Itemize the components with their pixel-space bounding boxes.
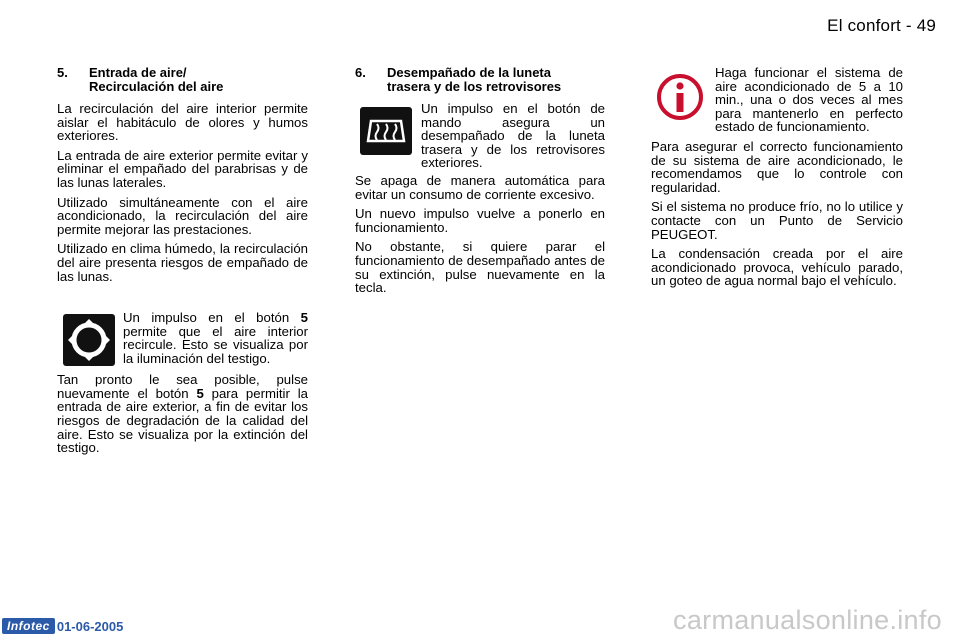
infotec-logo: Infotec [2,618,55,634]
recirculation-note [57,311,308,369]
paragraph: La condensación creada por el aire acondicionado provoca, vehículo parado, un goteo de agua normal bajo el vehículo. [651,246,903,289]
watermark: carmanualsonline.info [673,605,942,635]
section-6-heading [355,66,605,94]
rear-defrost-icon [355,102,417,160]
paragraph: Se apaga de manera automática para evitar un consumo de corriente excesivo. [355,172,605,202]
rear-defrost-note [355,102,605,170]
section-5-title: Entrada de aire/ Recirculación del aire [89,65,224,94]
info-note [651,66,903,134]
section-5-heading [57,66,308,94]
rear-defrost-text: Un impulso en el botón de mando asegura un desempañado de la luneta trasera y de los retrovisores exteriores. [421,101,605,171]
footer [2,618,123,634]
column-1 [57,66,308,461]
section-6-number: 6. [355,65,366,80]
paragraph: Utilizado en clima húmedo, la recirculación del aire presenta riesgos de empañado de las lunas. [57,241,308,284]
info-icon [651,66,709,128]
paragraph: Tan pronto le sea posible, pulse nuevamente el botón 5 para permitir la entrada de aire exterior, a fin de evitar los riesgos de degradación de la calidad del aire. Esto se visualiza por la extinción del testigo. [57,372,308,456]
recirculation-icon [57,311,121,369]
page-title: El confort - 49 [827,16,936,35]
info-text: Haga funcionar el sistema de aire acondicionado de 5 a 10 min., una o dos veces al mes para mantenerlo en perfecto estado de funcionamiento. [715,65,903,135]
column-3 [651,66,903,294]
paragraph: No obstante, si quiere parar el funcionamiento de desempañado antes de su extinción, pulse nuevamente en la tecla. [355,239,605,296]
section-6-title: Desempañado de la luneta trasera y de los retrovisores [387,65,562,94]
paragraph: La entrada de aire exterior permite evitar y eliminar el empañado del parabrisas y de las lunas laterales. [57,147,308,190]
column-2 [355,66,605,301]
paragraph: Un nuevo impulso vuelve a ponerlo en funcionamiento. [355,206,605,235]
paragraph: La recirculación del aire interior permite aislar el habitáculo de olores y humos exteriores. [57,101,308,144]
section-5-number: 5. [57,65,68,80]
paragraph: Si el sistema no produce frío, no lo utilice y contacte con un Punto de Servicio PEUGEOT. [651,199,903,242]
recirculation-text: Un impulso en el botón 5 permite que el aire interior recircule. Esto se visualiza por la iluminación del testigo. [123,310,308,366]
paragraph: Utilizado simultáneamente con el aire acondicionado, la recirculación del aire permite mejorar las prestaciones. [57,194,308,237]
footer-date: 01-06-2005 [56,618,124,634]
paragraph: Para asegurar el correcto funcionamiento de su sistema de aire acondicionado, le recomendamos que lo controle con regularidad. [651,138,903,195]
